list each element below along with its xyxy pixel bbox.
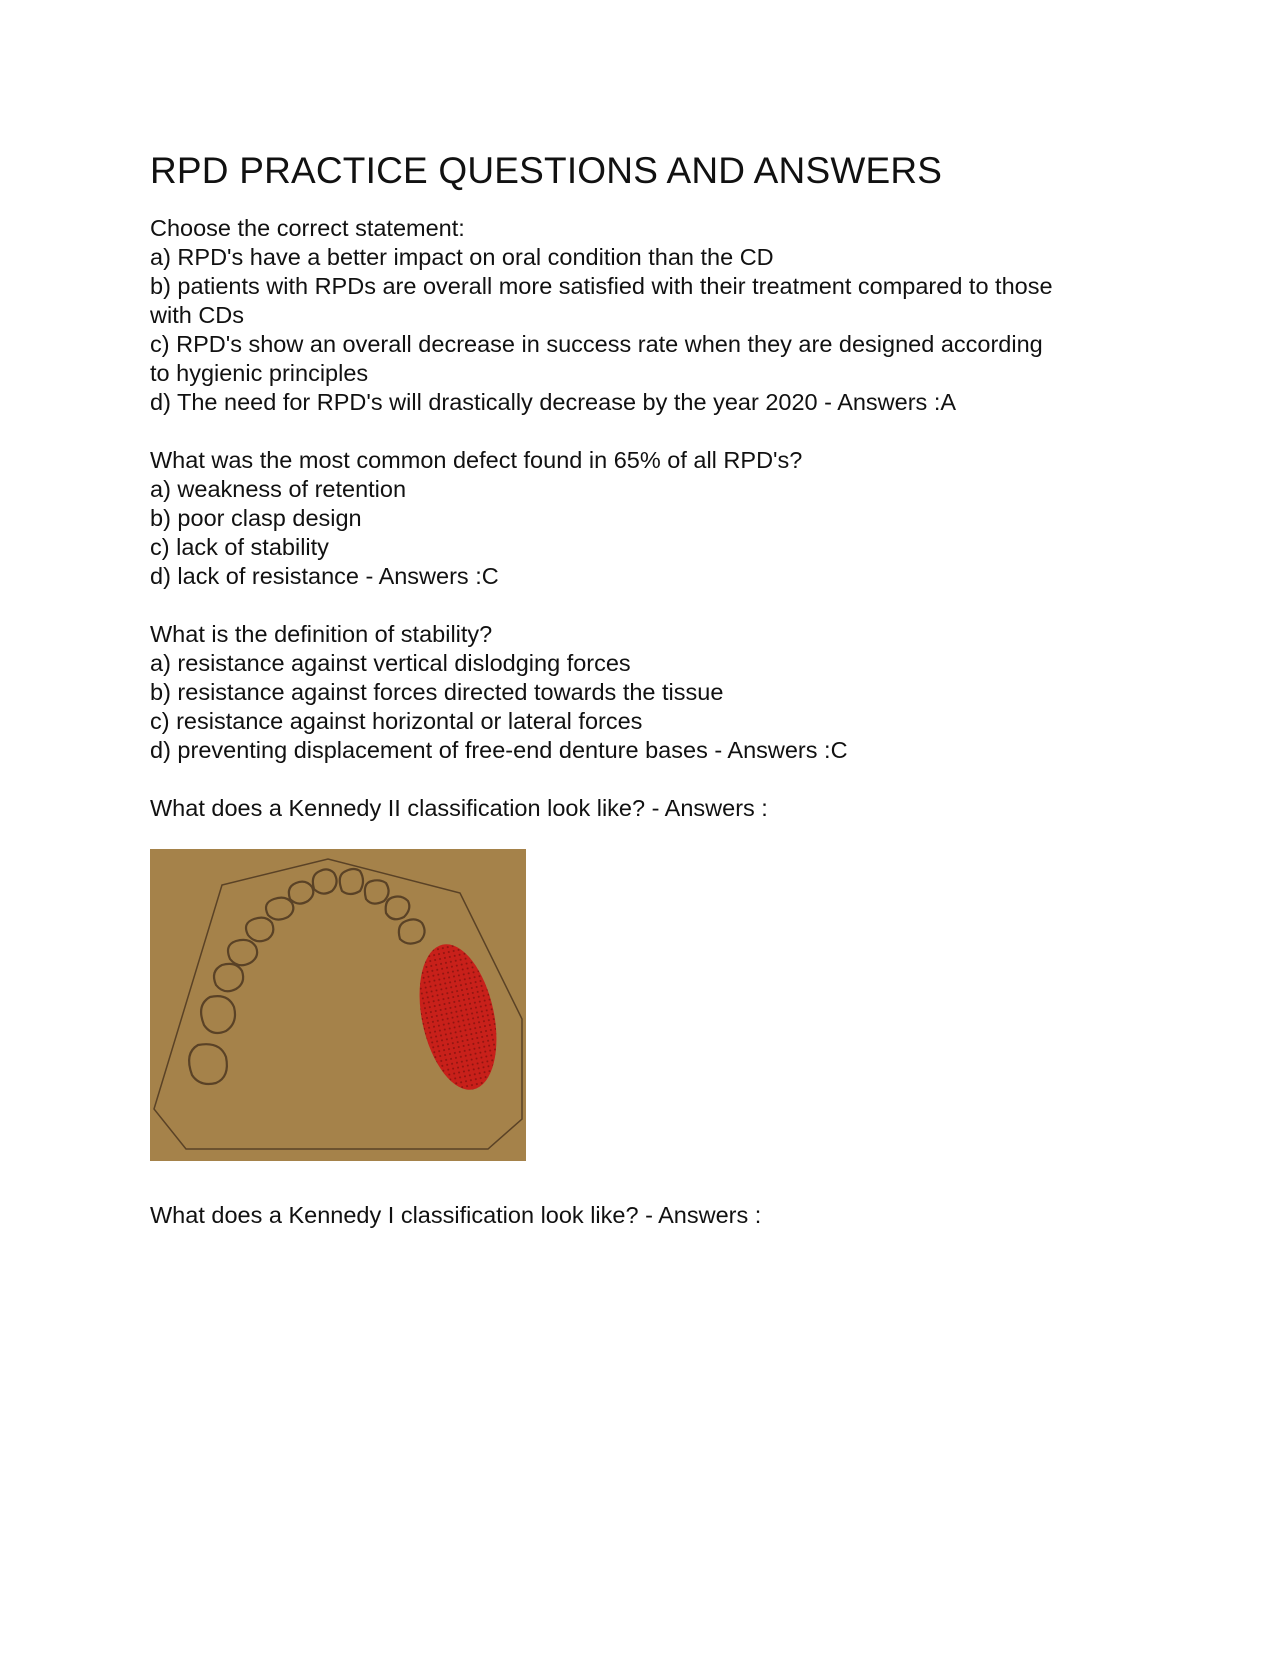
- answer-option: c) lack of stability: [150, 534, 329, 560]
- answer-option: d) lack of resistance - Answers :C: [150, 563, 499, 589]
- answer-option: a) RPD's have a better impact on oral condition than the CD: [150, 244, 774, 270]
- kennedy-ii-arch-illustration: [150, 849, 526, 1161]
- answer-option: c) resistance against horizontal or lateral forces: [150, 708, 643, 734]
- document-title: RPD PRACTICE QUESTIONS AND ANSWERS: [150, 150, 943, 191]
- answer-option: a) resistance against vertical dislodging forces: [150, 650, 631, 676]
- question-block-5: [150, 1201, 1130, 1230]
- answer-option: a) weakness of retention: [150, 476, 407, 502]
- answer-option: d) preventing displacement of free-end denture bases - Answers :C: [150, 737, 848, 763]
- question-block-1: [150, 214, 1130, 417]
- answer-option: b) poor clasp design: [150, 505, 362, 531]
- document-page: [150, 150, 1130, 1259]
- question-block-2: [150, 446, 1130, 591]
- answer-option: c) RPD's show an overall decrease in success rate when they are designed according: [150, 331, 1043, 357]
- answer-option: b) patients with RPDs are overall more satisfied with their treatment compared to those: [150, 273, 1053, 299]
- answer-option: with CDs: [150, 302, 245, 328]
- question-block-4: [150, 794, 1130, 823]
- question-text: Choose the correct statement:: [150, 215, 465, 241]
- question-text: What does a Kennedy I classification look like? - Answers :: [150, 1202, 762, 1228]
- answer-option: b) resistance against forces directed towards the tissue: [150, 679, 724, 705]
- question-block-3: [150, 620, 1130, 765]
- kennedy-ii-diagram: [150, 849, 526, 1161]
- question-text: What does a Kennedy II classification look like? - Answers :: [150, 795, 768, 821]
- question-text: What is the definition of stability?: [150, 621, 493, 647]
- question-text: What was the most common defect found in 65% of all RPD's?: [150, 447, 803, 473]
- answer-option: d) The need for RPD's will drastically decrease by the year 2020 - Answers :A: [150, 389, 957, 415]
- answer-option: to hygienic principles: [150, 360, 369, 386]
